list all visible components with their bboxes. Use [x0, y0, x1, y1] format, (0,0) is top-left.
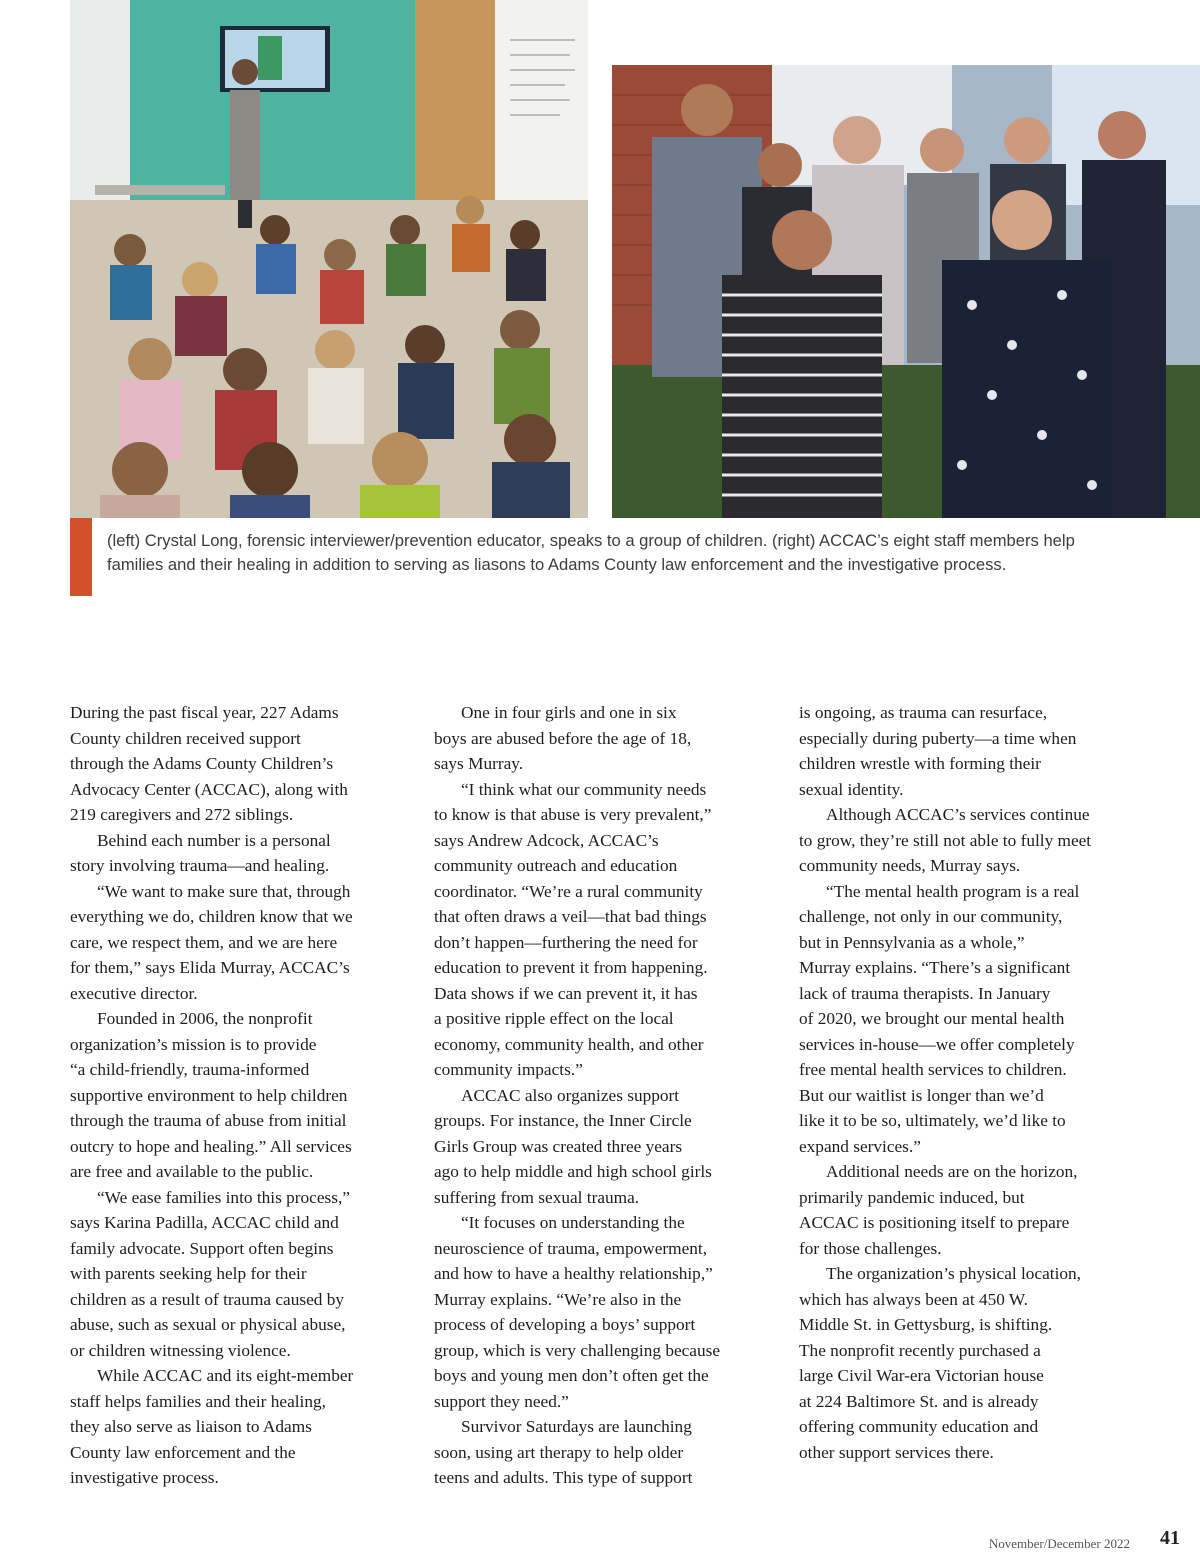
article-line: which has always been at 450 W.: [799, 1289, 1028, 1309]
article-line: sexual identity.: [799, 779, 904, 799]
article-line: don’t happen—furthering the need for: [434, 932, 698, 952]
article-line: and how to have a healthy relationship,”: [434, 1264, 713, 1283]
article-line: community impacts.”: [434, 1060, 583, 1079]
article-line: story involving trauma—and healing.: [70, 856, 330, 875]
article-line: During the past fiscal year, 227 Adams: [70, 703, 339, 722]
article-line: support they need.”: [434, 1391, 569, 1411]
article-line: says Karina Padilla, ACCAC child and: [70, 1213, 339, 1232]
article-line: coordinator. “We’re a rural community: [434, 881, 703, 901]
article-line: group, which is very challenging because: [434, 1340, 721, 1360]
article-line: is ongoing, as trauma can resurface,: [799, 703, 1048, 722]
article-line: groups. For instance, the Inner Circle: [434, 1111, 692, 1130]
article-line: primarily pandemic induced, but: [799, 1187, 1025, 1207]
article-line: supportive environment to help children: [70, 1085, 348, 1105]
article-line: investigative process.: [70, 1468, 219, 1487]
article-line: “The mental health program is a real: [826, 881, 1080, 901]
article-line: everything we do, children know that we: [70, 907, 353, 926]
article-line: lack of trauma therapists. In January: [799, 983, 1051, 1003]
article-line: education to prevent it from happening.: [434, 958, 708, 977]
article-line: Data shows if we can prevent it, it has: [434, 983, 698, 1003]
article-line: Although ACCAC’s services continue: [826, 805, 1090, 824]
article-line: through the Adams County Children’s: [70, 754, 334, 773]
article-line: teens and adults. This type of support: [434, 1468, 693, 1487]
article-line: challenge, not only in our community,: [799, 907, 1063, 926]
article-line: to grow, they’re still not able to fully meet: [799, 830, 1092, 850]
article-line: ACCAC is positioning itself to prepare: [799, 1213, 1070, 1232]
article-line: staff helps families and their healing,: [70, 1391, 326, 1411]
article-line: that often draws a veil—that bad things: [434, 907, 707, 926]
article-line: suffering from sexual trauma.: [434, 1187, 640, 1207]
article-line: “It focuses on understanding the: [461, 1213, 685, 1232]
article-line: says Andrew Adcock, ACCAC’s: [434, 830, 659, 850]
article-column-1: [70, 700, 406, 1491]
article-line: but in Pennsylvania as a whole,”: [799, 932, 1025, 952]
article-line: soon, using art therapy to help older: [434, 1442, 684, 1462]
photo-caption: (left) Crystal Long, forensic interviewer/prevention educator, speaks to a group of children. (right) ACCAC’s eight staff members help families and their healing in addition to serving as liasons to Adams County law enforcement and the investigative process.: [107, 531, 1075, 574]
article-line: at 224 Baltimore St. and is already: [799, 1391, 1039, 1411]
photo-classroom-illustration: [70, 0, 588, 518]
article-line: or children witnessing violence.: [70, 1340, 291, 1360]
article-line: Girls Group was created three years: [434, 1136, 683, 1156]
article-line: County law enforcement and the: [70, 1442, 296, 1462]
article-line: to know is that abuse is very prevalent,”: [434, 805, 712, 824]
article-line: ACCAC also organizes support: [461, 1085, 680, 1105]
article-line: offering community education and: [799, 1417, 1039, 1436]
article-line: children wrestle with forming their: [799, 754, 1041, 773]
article-line: like it to be so, ultimately, we’d like to: [799, 1111, 1066, 1130]
article-line: large Civil War-era Victorian house: [799, 1366, 1044, 1385]
article-line: for those challenges.: [799, 1238, 942, 1258]
article-line: children as a result of trauma caused by: [70, 1289, 344, 1309]
article-line: Behind each number is a personal: [97, 830, 331, 850]
article-line: “I think what our community needs: [461, 779, 707, 799]
article-line: One in four girls and one in six: [461, 703, 677, 722]
article-line: community needs, Murray says.: [799, 856, 1021, 875]
article-line: executive director.: [70, 983, 198, 1003]
article-line: family advocate. Support often begins: [70, 1238, 334, 1258]
page-number: 41: [1160, 1527, 1180, 1549]
article-line: services in-house—we offer completely: [799, 1034, 1075, 1054]
article-line: Survivor Saturdays are launching: [461, 1417, 692, 1436]
article-line: ago to help middle and high school girls: [434, 1162, 712, 1181]
article-line: are free and available to the public.: [70, 1162, 314, 1181]
article-line: economy, community health, and other: [434, 1034, 704, 1054]
article-line: boys are abused before the age of 18,: [434, 728, 692, 748]
article-line: especially during puberty—a time when: [799, 728, 1077, 748]
article-line: “We ease families into this process,”: [97, 1187, 350, 1207]
article-line: community outreach and education: [434, 856, 678, 875]
article-column-2: [434, 700, 770, 1491]
article-line: care, we respect them, and we are here: [70, 932, 338, 952]
issue-date: November/December 2022: [988, 1536, 1130, 1551]
article-line: boys and young men don’t often get the: [434, 1366, 709, 1385]
article-line: of 2020, we brought our mental health: [799, 1009, 1065, 1028]
article-line: Murray explains. “We’re also in the: [434, 1289, 682, 1309]
article-line: Middle St. in Gettysburg, is shifting.: [799, 1315, 1053, 1334]
article-line: While ACCAC and its eight-member: [97, 1366, 354, 1385]
article-column-3: [799, 700, 1135, 1465]
article-line: through the trauma of abuse from initial: [70, 1111, 347, 1130]
article-line: County children received support: [70, 728, 301, 748]
article-line: expand services.”: [799, 1136, 921, 1156]
article-line: neuroscience of trauma, empowerment,: [434, 1238, 708, 1258]
article-line: says Murray.: [434, 754, 524, 773]
article-line: free mental health services to children.: [799, 1060, 1067, 1079]
caption-accent-bar: [70, 518, 92, 596]
article-line: other support services there.: [799, 1442, 994, 1462]
article-line: organization’s mission is to provide: [70, 1034, 317, 1054]
article-line: they also serve as liaison to Adams: [70, 1417, 312, 1436]
article-line: outcry to hope and healing.” All services: [70, 1136, 352, 1156]
article-line: a positive ripple effect on the local: [434, 1009, 674, 1028]
article-line: “a child-friendly, trauma-informed: [70, 1060, 310, 1079]
article-line: Murray explains. “There’s a significant: [799, 958, 1071, 977]
article-line: Founded in 2006, the nonprofit: [97, 1009, 313, 1028]
article-line: abuse, such as sexual or physical abuse,: [70, 1315, 346, 1334]
article-line: The organization’s physical location,: [826, 1264, 1081, 1283]
photo-classroom: [70, 0, 588, 518]
article-line: 219 caregivers and 272 siblings.: [70, 805, 294, 824]
article-line: “We want to make sure that, through: [97, 881, 351, 901]
article-line: The nonprofit recently purchased a: [799, 1340, 1041, 1360]
photo-staff-illustration: [612, 65, 1200, 518]
article-line: with parents seeking help for their: [70, 1264, 307, 1283]
article-line: Additional needs are on the horizon,: [826, 1162, 1078, 1181]
photo-staff-group: [612, 65, 1200, 518]
article-line: Advocacy Center (ACCAC), along with: [70, 779, 348, 799]
article-line: process of developing a boys’ support: [434, 1315, 696, 1334]
article-line: But our waitlist is longer than we’d: [799, 1085, 1044, 1105]
article-line: for them,” says Elida Murray, ACCAC’s: [70, 958, 350, 977]
